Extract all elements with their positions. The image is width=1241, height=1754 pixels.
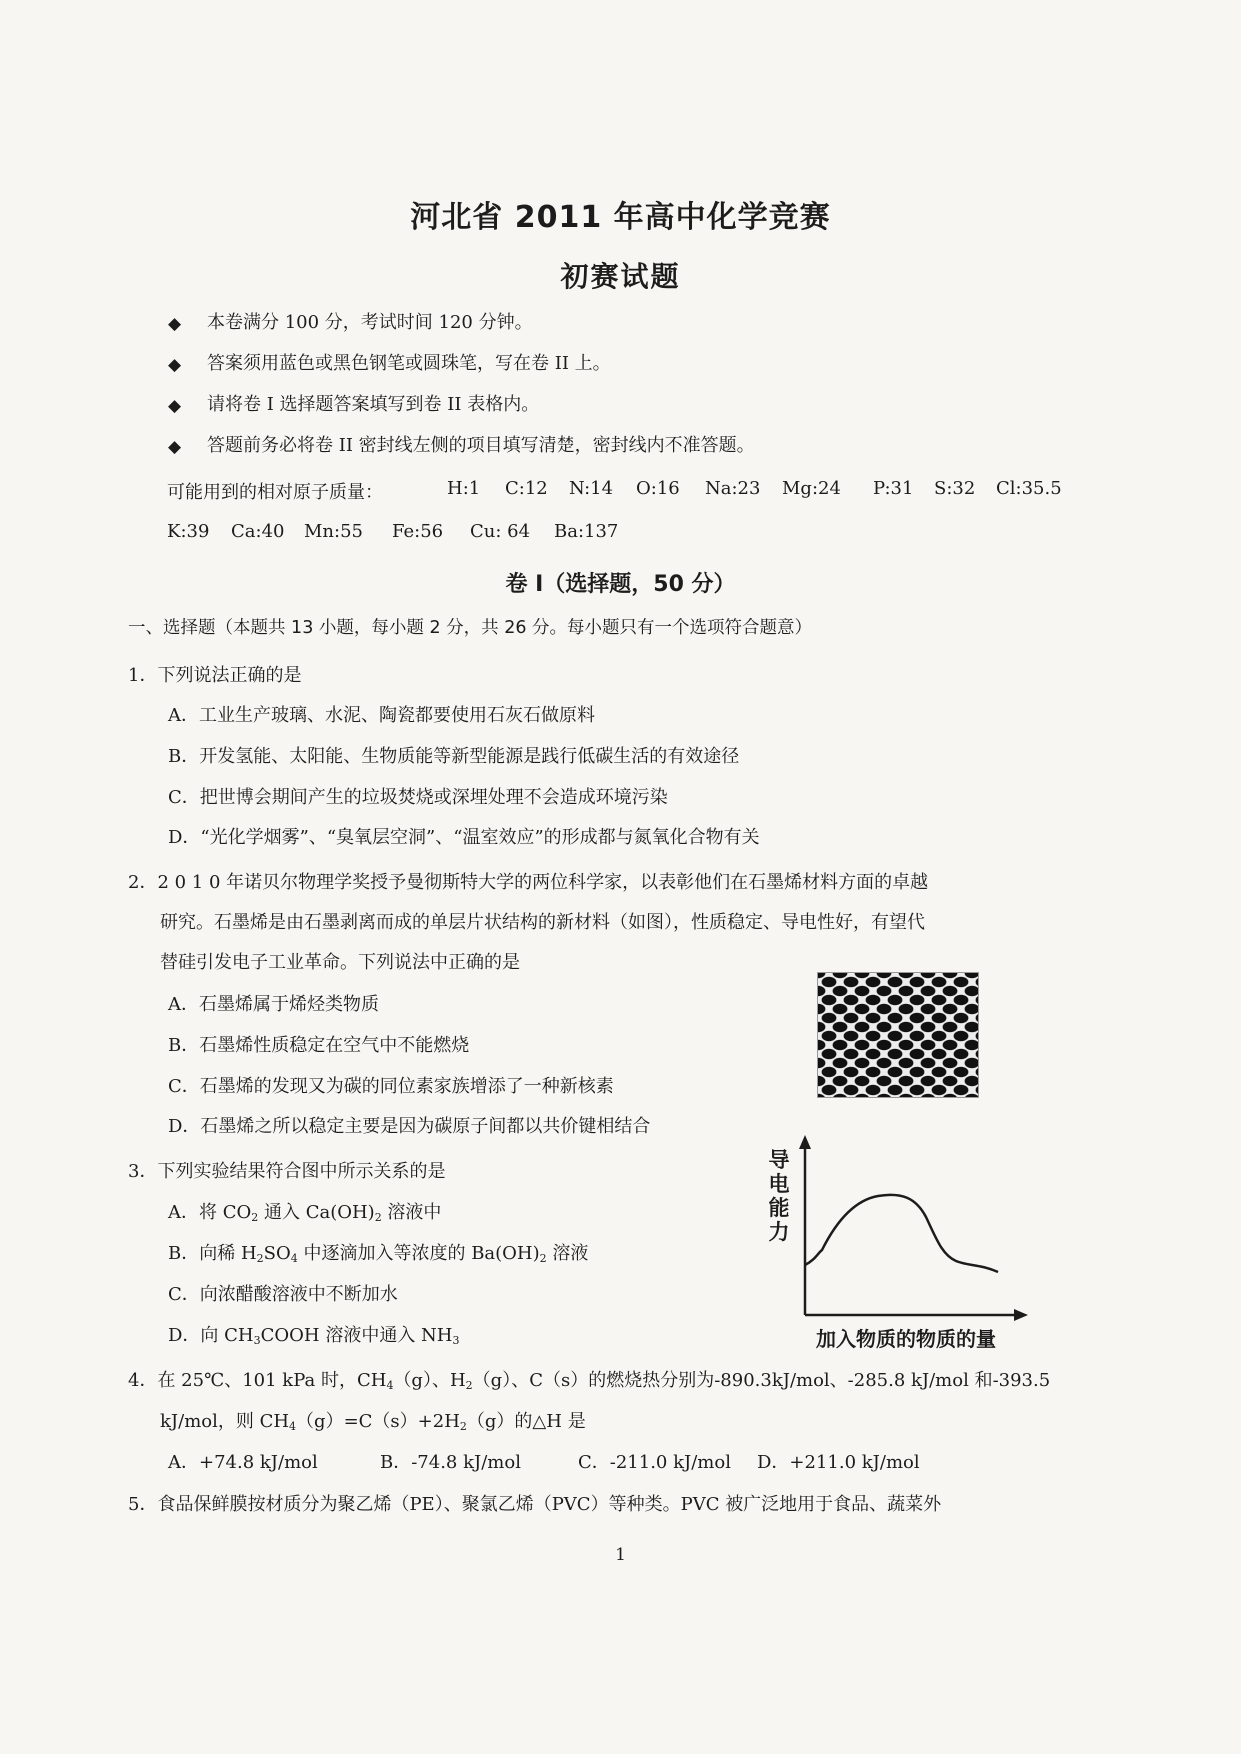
atomic-masses-label: 可能用到的相对原子质量： (167, 482, 383, 503)
answer-option: A．+74.8 kJ/mol (168, 1452, 318, 1473)
diamond-bullet-icon: ◆ (168, 396, 182, 416)
exam-title: 河北省 2011 年高中化学竞赛 (410, 200, 831, 235)
instruction-item: 答案须用蓝色或黑色钢笔或圆珠笔，写在卷 II 上。 (207, 353, 611, 374)
atomic-mass: Mn:55 (304, 521, 363, 542)
graph-y-label: 导电能力 (768, 1148, 790, 1244)
instruction-item: 答题前务必将卷 II 密封线左侧的项目填写清楚，密封线内不准答题。 (207, 435, 755, 456)
atomic-mass: Fe:56 (392, 521, 444, 542)
answer-option: A．石墨烯属于烯烃类物质 (168, 994, 379, 1015)
atomic-mass: Cl:35.5 (996, 478, 1062, 499)
question-stem: 替硅引发电子工业革命。下列说法中正确的是 (160, 952, 520, 973)
atomic-mass: H:1 (447, 478, 481, 499)
answer-option: C．石墨烯的发现又为碳的同位素家族增添了一种新核素 (168, 1076, 614, 1097)
question-stem: 研究。石墨烯是由石墨剥离而成的单层片状结构的新材料（如图），性质稳定、导电性好，有望代 (160, 912, 925, 933)
answer-option: A．将 $CO_2$ 通入 $Ca(OH)_2$ 溶液中 (168, 1202, 442, 1224)
atomic-mass: Ba:137 (554, 521, 619, 542)
answer-option: D．石墨烯之所以稳定主要是因为碳原子间都以共价键相结合 (168, 1116, 651, 1137)
answer-option: B．向稀 $H_2SO_4$ 中逐滴加入等浓度的 $Ba(OH)_2$ 溶液 (168, 1243, 589, 1265)
answer-option: D．“光化学烟雾”、“臭氧层空洞”、“温室效应”的形成都与氮氧化合物有关 (168, 827, 760, 848)
x-axis-arrow-icon (1014, 1309, 1028, 1321)
diamond-bullet-icon: ◆ (168, 314, 182, 334)
conductivity-graph (790, 1135, 1030, 1325)
section-title: 卷 I（选择题，50 分） (505, 572, 736, 597)
graph-x-label: 加入物质的物质的量 (816, 1327, 996, 1351)
answer-option: D．+211.0 kJ/mol (757, 1452, 920, 1473)
diamond-bullet-icon: ◆ (168, 355, 182, 375)
diamond-bullet-icon: ◆ (168, 437, 182, 457)
answer-option: C．-211.0 kJ/mol (578, 1452, 731, 1473)
page-number: 1 (615, 1545, 626, 1565)
conductivity-curve (805, 1195, 998, 1272)
graphene-figure (817, 972, 979, 1098)
atomic-mass: C:12 (505, 478, 548, 499)
answer-option: B．开发氢能、太阳能、生物质能等新型能源是践行低碳生活的有效途径 (168, 746, 740, 767)
atomic-mass: P:31 (873, 478, 914, 499)
question-stem: 1．下列说法正确的是 (128, 665, 302, 686)
answer-option: D．向 $CH_3COOH$ 溶液中通入 $NH_3$ (168, 1325, 460, 1347)
atomic-mass: O:16 (636, 478, 680, 499)
answer-option: C．向浓醋酸溶液中不断加水 (168, 1284, 398, 1305)
instruction-item: 请将卷 I 选择题答案填写到卷 II 表格内。 (207, 394, 540, 415)
part-heading: 一、选择题（本题共 13 小题，每小题 2 分，共 26 分。每小题只有一个选项符合题意） (128, 618, 813, 638)
atomic-mass: Na:23 (705, 478, 761, 499)
atomic-mass: Ca:40 (231, 521, 285, 542)
question-stem: 4．在 25℃、101 kPa 时，$CH_4(g)$、$H_2(g)$、C（s）的燃烧热分别为-890.3kJ/mol、-285.8 kJ/mol 和-393.5 (128, 1370, 1051, 1392)
answer-option: B．石墨烯性质稳定在空气中不能燃烧 (168, 1035, 470, 1056)
answer-option: B．-74.8 kJ/mol (380, 1452, 521, 1473)
question-stem: 2．2 0 1 0 年诺贝尔物理学奖授予曼彻斯特大学的两位科学家，以表彰他们在石墨烯材料方面的卓越 (128, 872, 929, 893)
question-stem: 3．下列实验结果符合图中所示关系的是 (128, 1161, 446, 1182)
exam-subtitle: 初赛试题 (560, 260, 681, 293)
atomic-mass: N:14 (569, 478, 614, 499)
y-axis-arrow-icon (799, 1135, 811, 1149)
question-stem: 5．食品保鲜膜按材质分为聚乙烯（PE）、聚氯乙烯（PVC）等种类。PVC 被广泛地用于食品、蔬菜外 (128, 1494, 942, 1515)
instruction-item: 本卷满分 100 分，考试时间 120 分钟。 (207, 312, 533, 333)
atomic-mass: Mg:24 (782, 478, 841, 499)
atomic-mass: S:32 (934, 478, 976, 499)
answer-option: C．把世博会期间产生的垃圾焚烧或深埋处理不会造成环境污染 (168, 787, 668, 808)
question-stem: kJ/mol，则 $CH_4(g)=C(s)+2H_2(g)$的△H 是 (160, 1411, 586, 1433)
atomic-mass: K:39 (167, 521, 210, 542)
atomic-mass: Cu: 64 (470, 521, 531, 542)
answer-option: A．工业生产玻璃、水泥、陶瓷都要使用石灰石做原料 (168, 705, 595, 726)
